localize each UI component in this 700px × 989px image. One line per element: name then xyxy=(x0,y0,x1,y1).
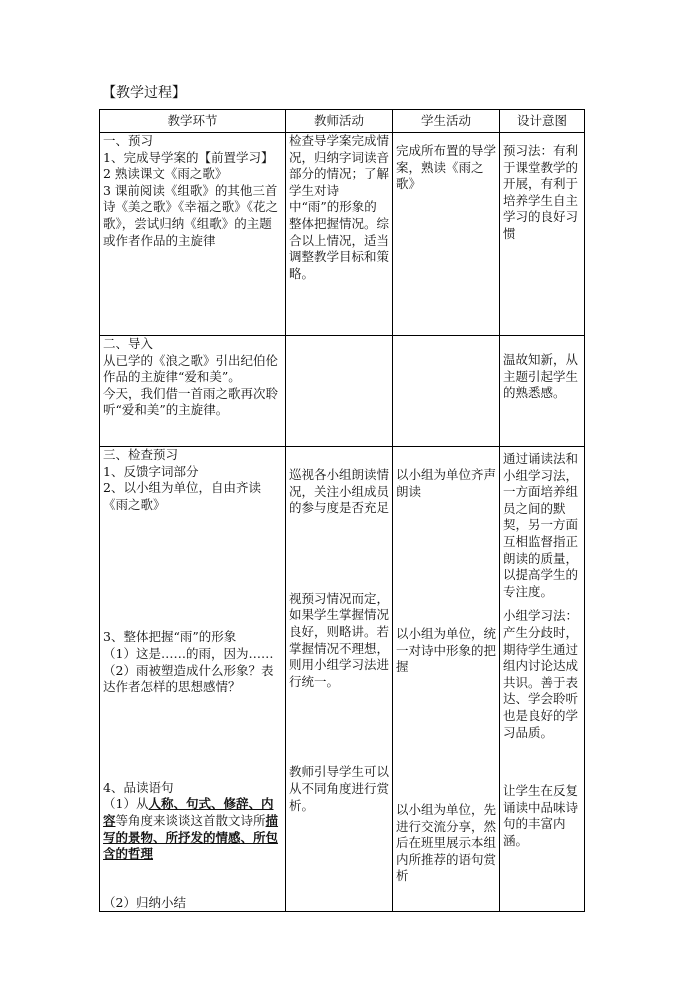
row3-student2: 以小组为单位，统一对诗中形象的把握 xyxy=(396,626,497,675)
row3-line: （2）归纳小结 xyxy=(103,894,186,910)
table-row xyxy=(100,336,585,447)
row3-emphasis: 描写的景物、所抒发的情感、所包含的哲理 xyxy=(103,812,279,862)
table-row xyxy=(100,133,585,336)
row3-line: 1、反馈字词部分 xyxy=(103,463,199,479)
row1-line: 1、完成导学案的【前置学习】 xyxy=(103,149,274,165)
row3-emphasis: 人称、句式、修辞、内容 xyxy=(103,796,274,828)
cell-student xyxy=(393,336,500,447)
col-header-link: 教学环节 xyxy=(100,110,286,133)
cell-student xyxy=(393,447,500,912)
row1-title: 一、预习 xyxy=(103,133,154,148)
row3-line: 3、整体把握“雨”的形象 xyxy=(103,629,237,645)
row1-line: 3 课前阅读《组歌》的其他三首诗《美之歌》《幸福之歌》《花之歌》，尝试归纳《组歌》的主题或作者作品的主旋律 xyxy=(103,182,279,248)
cell-intent xyxy=(500,447,585,912)
row1-teacher-text: 检查导学案完成情况，归纳字词读音部分的情况；了解学生对诗中“雨”的形象的整体把握情况。综合以上情况，适当调整教学目标和策略。 xyxy=(289,133,390,281)
row3-text: 等角度来谈谈这首散文诗所 xyxy=(115,812,266,828)
cell-intent xyxy=(500,336,585,447)
cell-student xyxy=(393,133,500,336)
row2-line: 从已学的《浪之歌》引出纪伯伦作品的主旋律“爱和美”。 xyxy=(103,352,279,385)
row3-rich-line xyxy=(103,796,282,862)
row3-line: （1）这是……的雨，因为…… xyxy=(103,645,274,661)
row1-intent-text: 预习法：有利于课堂教学的开展，有利于培养学生自主学习的良好习惯 xyxy=(503,143,579,241)
col-header-student: 学生活动 xyxy=(393,110,500,133)
row3-student3: 以小组为单位，先进行交流分享，然后在班里展示本组内所推荐的语句赏析 xyxy=(396,801,497,884)
row3-title: 三、检查预习 xyxy=(103,447,179,462)
cell-teacher xyxy=(286,336,393,447)
col-header-intent: 设计意图 xyxy=(500,110,585,133)
row2-title: 二、导入 xyxy=(103,336,154,351)
cell-link xyxy=(100,133,286,336)
row3-intent1: 通过诵读法和小组学习法，一方面培养组员之间的默契，另一方面互相监督指正朗读的质量，以提高学生的专注度。 xyxy=(503,451,579,599)
row3-text: （1）从 xyxy=(103,796,149,812)
cell-link xyxy=(100,336,286,447)
section-heading: 【教学过程】 xyxy=(102,85,186,101)
row2-intent-text: 温故知新，从主题引起学生的熟悉感。 xyxy=(503,352,579,401)
row3-teacher2: 视预习情况而定，如果学生掌握情况良好，则略讲。若掌握情况不理想，则用小组学习法进行统一。 xyxy=(289,590,390,689)
cell-teacher xyxy=(286,447,393,912)
row3-line: 2、以小组为单位，自由齐读《雨之歌》 xyxy=(103,480,261,512)
table-header-row xyxy=(100,110,585,133)
cell-teacher xyxy=(286,133,393,336)
row3-teacher3: 教师引导学生可以从不同角度进行赏析。 xyxy=(289,764,390,813)
row1-student-text: 完成所布置的导学案，熟读《雨之歌》 xyxy=(396,143,497,192)
table-row xyxy=(100,447,585,912)
row1-line: 2 熟读课文《雨之歌》 xyxy=(103,166,228,182)
row3-teacher1: 巡视各小组朗读情况，关注小组成员的参与度是否充足 xyxy=(289,467,390,516)
col-header-teacher: 教师活动 xyxy=(286,110,393,133)
cell-link xyxy=(100,447,286,912)
row3-intent2: 小组学习法：产生分歧时，期待学生通过组内讨论达成共识。善于表达、学会聆听也是良好的学习品质。 xyxy=(503,608,579,740)
row3-intent3: 让学生在反复诵读中品味诗句的丰富内涵。 xyxy=(503,783,579,848)
cell-intent xyxy=(500,133,585,336)
teaching-process-table xyxy=(99,109,585,912)
row3-line: （2）雨被塑造成什么形象？表达作者怎样的思想感情？ xyxy=(103,662,274,695)
row3-line: 4、品读语句 xyxy=(103,779,174,795)
row3-student1: 以小组为单位齐声朗读 xyxy=(396,467,497,499)
row2-line: 今天，我们借一首雨之歌再次聆听“爱和美”的主旋律。 xyxy=(103,385,279,418)
